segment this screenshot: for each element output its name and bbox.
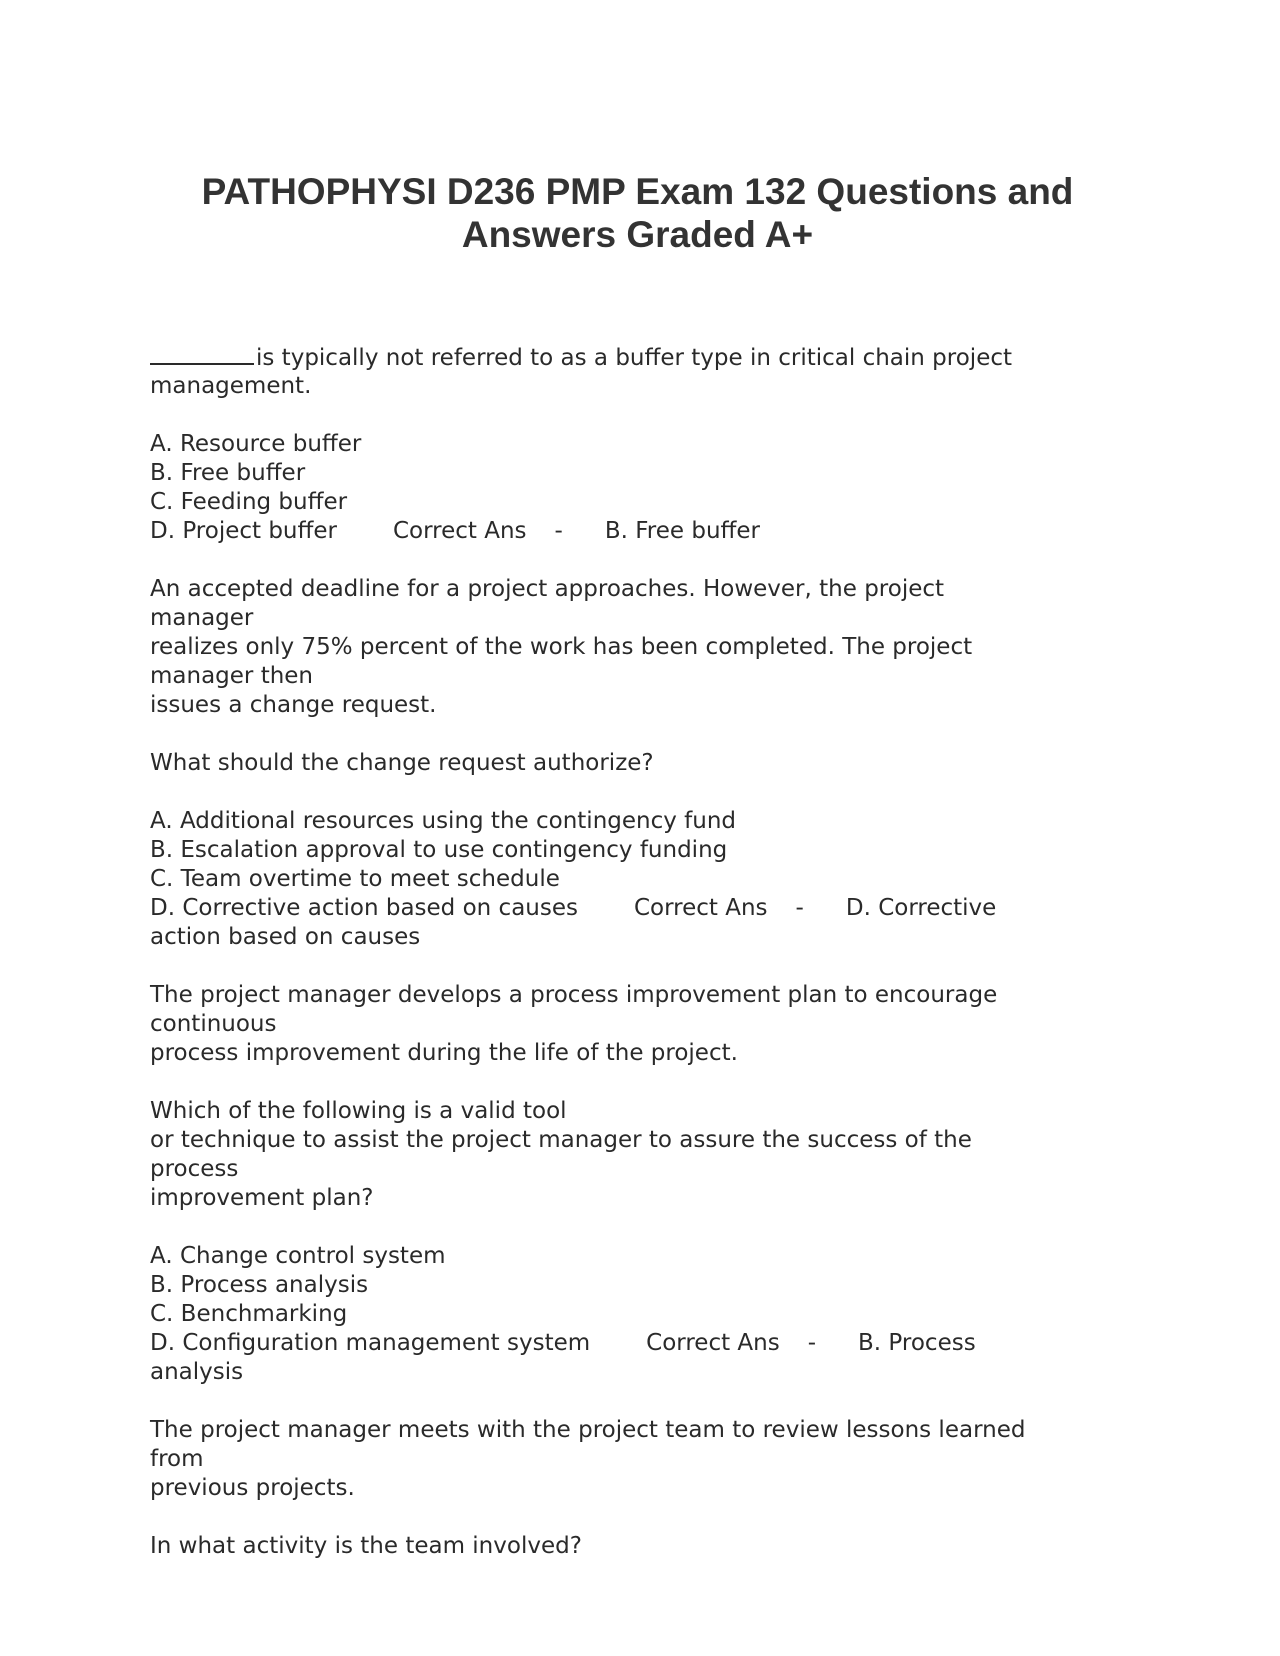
question-1	[150, 343, 1125, 546]
question-1-option-b: B. Free buffer	[150, 460, 306, 486]
question-2-option-c: C. Team overtime to meet schedule	[150, 866, 560, 892]
question-1-option-a: A. Resource buffer	[150, 431, 362, 457]
question-1-prompt-cont: management.	[150, 373, 312, 399]
question-4	[150, 1416, 1125, 1561]
question-4-prompt-line: from	[150, 1446, 204, 1472]
question-3-question-line: process	[150, 1156, 239, 1182]
question-1-option-d: D. Project buffer Correct Ans - B. Free buffer	[150, 518, 760, 544]
fill-in-blank	[150, 343, 254, 365]
question-2-prompt-line: realizes only 75% percent of the work has been completed. The project	[150, 634, 973, 660]
question-3-option-d: D. Configuration management system Correct Ans - B. Process	[150, 1330, 976, 1356]
question-2-option-d: D. Corrective action based on causes Correct Ans - D. Corrective	[150, 895, 997, 921]
title-line-2: Answers Graded A+	[461, 214, 814, 255]
question-3-prompt-line: continuous	[150, 1011, 277, 1037]
question-3-prompt-line: process improvement during the life of the project.	[150, 1040, 738, 1066]
question-2-prompt-line: manager	[150, 605, 254, 631]
question-4-question: In what activity is the team involved?	[150, 1533, 582, 1559]
question-3	[150, 981, 1125, 1387]
question-1-prompt: is typically not referred to as a buffer type in critical chain project	[150, 343, 1125, 372]
answer-dash: -	[795, 895, 804, 921]
question-3-question-line: Which of the following is a valid tool	[150, 1098, 567, 1124]
answer-dash: -	[554, 518, 563, 544]
document-body	[150, 343, 1125, 1561]
question-3-question-line: or technique to assist the project manager to assure the success of the	[150, 1127, 972, 1153]
question-3-option-a: A. Change control system	[150, 1243, 446, 1269]
question-3-option-b: B. Process analysis	[150, 1272, 369, 1298]
document-title	[150, 170, 1125, 256]
question-2-prompt-line: manager then	[150, 663, 314, 689]
question-3-option-c: C. Benchmarking	[150, 1301, 348, 1327]
question-2-prompt-line: issues a change request.	[150, 692, 437, 718]
question-2-option-b: B. Escalation approval to use contingency funding	[150, 837, 728, 863]
correct-answer-label: Correct Ans	[633, 895, 768, 921]
correct-answer-cont: action based on causes	[150, 924, 421, 950]
question-1-option-c: C. Feeding buffer	[150, 489, 348, 515]
title-line-1: PATHOPHYSI D236 PMP Exam 132 Questions and	[201, 171, 1074, 212]
correct-answer: D. Corrective	[845, 895, 997, 921]
question-3-question-line: improvement plan?	[150, 1185, 374, 1211]
question-2-prompt-line: An accepted deadline for a project approaches. However, the project	[150, 576, 945, 602]
question-2	[150, 575, 1125, 952]
correct-answer: B. Free buffer	[604, 518, 760, 544]
question-2-question: What should the change request authorize?	[150, 750, 654, 776]
question-4-prompt-line: The project manager meets with the project team to review lessons learned	[150, 1417, 1026, 1443]
correct-answer-cont: analysis	[150, 1359, 244, 1385]
correct-answer: B. Process	[858, 1330, 976, 1356]
question-3-prompt-line: The project manager develops a process improvement plan to encourage	[150, 982, 998, 1008]
question-4-prompt-line: previous projects.	[150, 1475, 355, 1501]
answer-dash: -	[807, 1330, 817, 1356]
question-2-option-a: A. Additional resources using the contingency fund	[150, 808, 737, 834]
correct-answer-label: Correct Ans	[392, 518, 527, 544]
correct-answer-label: Correct Ans	[646, 1330, 780, 1356]
